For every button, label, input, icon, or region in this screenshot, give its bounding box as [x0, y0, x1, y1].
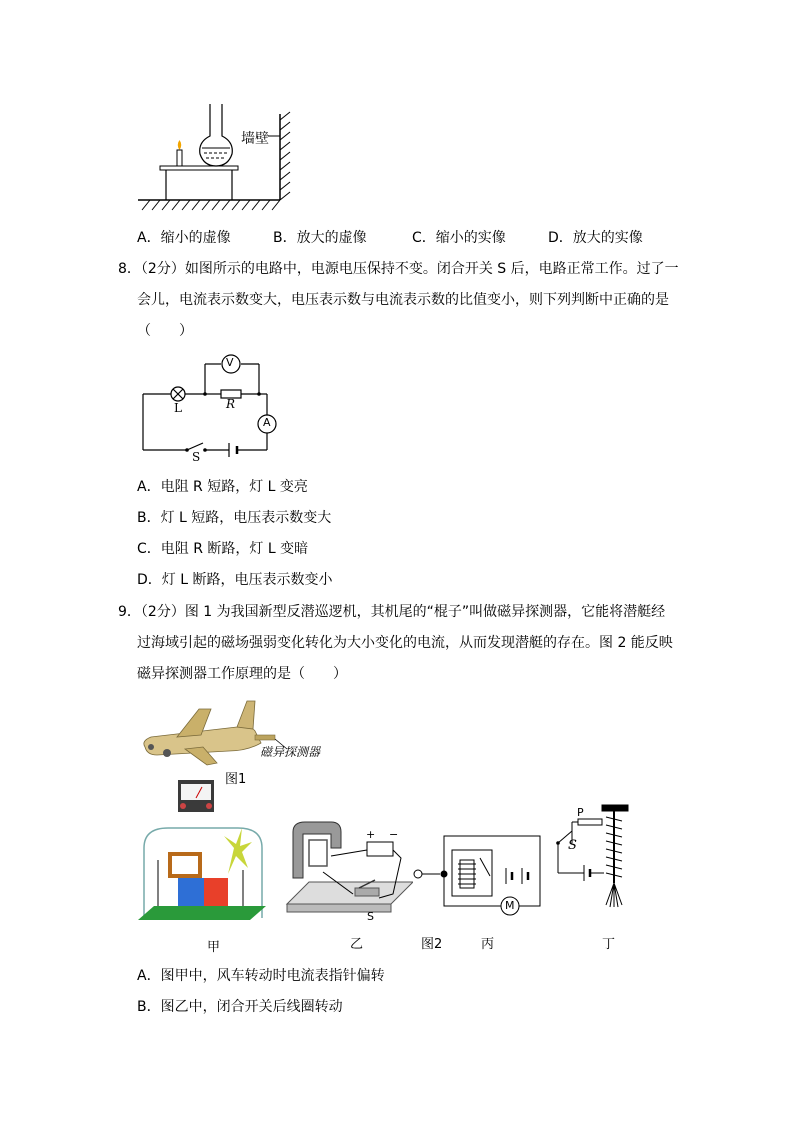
- figure2-caption: 图2: [421, 937, 443, 952]
- yi-plus-sign: +: [366, 828, 376, 841]
- q8-option-d[interactable]: D．灯 L 断路，电压表示数变小: [137, 572, 333, 588]
- q7-figure: [130, 100, 310, 215]
- q8-circuit-diagram: [135, 348, 285, 463]
- mad-annotation: 磁异探测器: [260, 745, 321, 759]
- ding-label: 丁: [602, 937, 616, 952]
- yi-minus-sign: −: [389, 828, 399, 841]
- ammeter-label: A: [263, 416, 271, 429]
- q9-stem-line-1: 9．（2分）图 1 为我国新型反潜巡逻机，其机尾的“棍子”叫做磁异探测器，它能将潜艇经: [118, 604, 666, 620]
- q9-stem-line-2: 过海域引起的磁场强弱变化转化为大小变化的电流，从而发现潜艇的存在。图 2 能反映: [137, 635, 673, 651]
- yi-switch-label: S: [367, 910, 374, 923]
- figure-jia-windmill-generator: [138, 778, 268, 930]
- jia-label: 甲: [207, 940, 221, 955]
- q7-option-a[interactable]: A．缩小的虚像: [137, 230, 231, 246]
- yi-label: 乙: [350, 937, 364, 952]
- patrol-aircraft-image: [137, 697, 312, 772]
- resistor-label: R: [226, 397, 236, 411]
- q8-option-c[interactable]: C．电阻 R 断路，灯 L 变暗: [137, 541, 309, 557]
- figure-ding-electromagnet: [548, 803, 648, 913]
- switch-label: S: [192, 450, 201, 464]
- wall-label: 墙壁: [241, 131, 269, 147]
- ding-switch-label: S: [568, 838, 577, 853]
- q8-stem-line-3: （ ）: [137, 323, 193, 339]
- bing-label: 丙: [481, 937, 495, 952]
- q9-option-a[interactable]: A．图甲中，风车转动时电流表指针偏转: [137, 968, 385, 984]
- q7-option-d[interactable]: D．放大的实像: [548, 230, 643, 246]
- ding-p-label: P: [577, 806, 584, 819]
- figure1-caption: 图1: [225, 772, 247, 787]
- q8-stem-line-1: 8．（2分）如图所示的电路中，电源电压保持不变。闭合开关 S 后，电路正常工作。过了一: [118, 261, 679, 277]
- bing-motor-label: M: [505, 899, 515, 912]
- q9-option-b[interactable]: B．图乙中，闭合开关后线圈转动: [137, 999, 343, 1015]
- q7-option-b[interactable]: B．放大的虚像: [273, 230, 367, 246]
- q9-stem-line-3: 磁异探测器工作原理的是（ ）: [137, 666, 347, 682]
- q8-stem-line-2: 会儿，电流表示数变大，电压表示数与电流表示数的比值变小，则下列判断中正确的是: [137, 292, 669, 308]
- lamp-label: L: [174, 401, 182, 415]
- voltmeter-label: V: [226, 356, 234, 369]
- q7-option-c[interactable]: C．缩小的实像: [412, 230, 506, 246]
- q8-option-a[interactable]: A．电阻 R 短路，灯 L 变亮: [137, 479, 308, 495]
- figure-bing-relay-circuit: [410, 828, 550, 916]
- q8-option-b[interactable]: B．灯 L 短路，电压表示数变大: [137, 510, 332, 526]
